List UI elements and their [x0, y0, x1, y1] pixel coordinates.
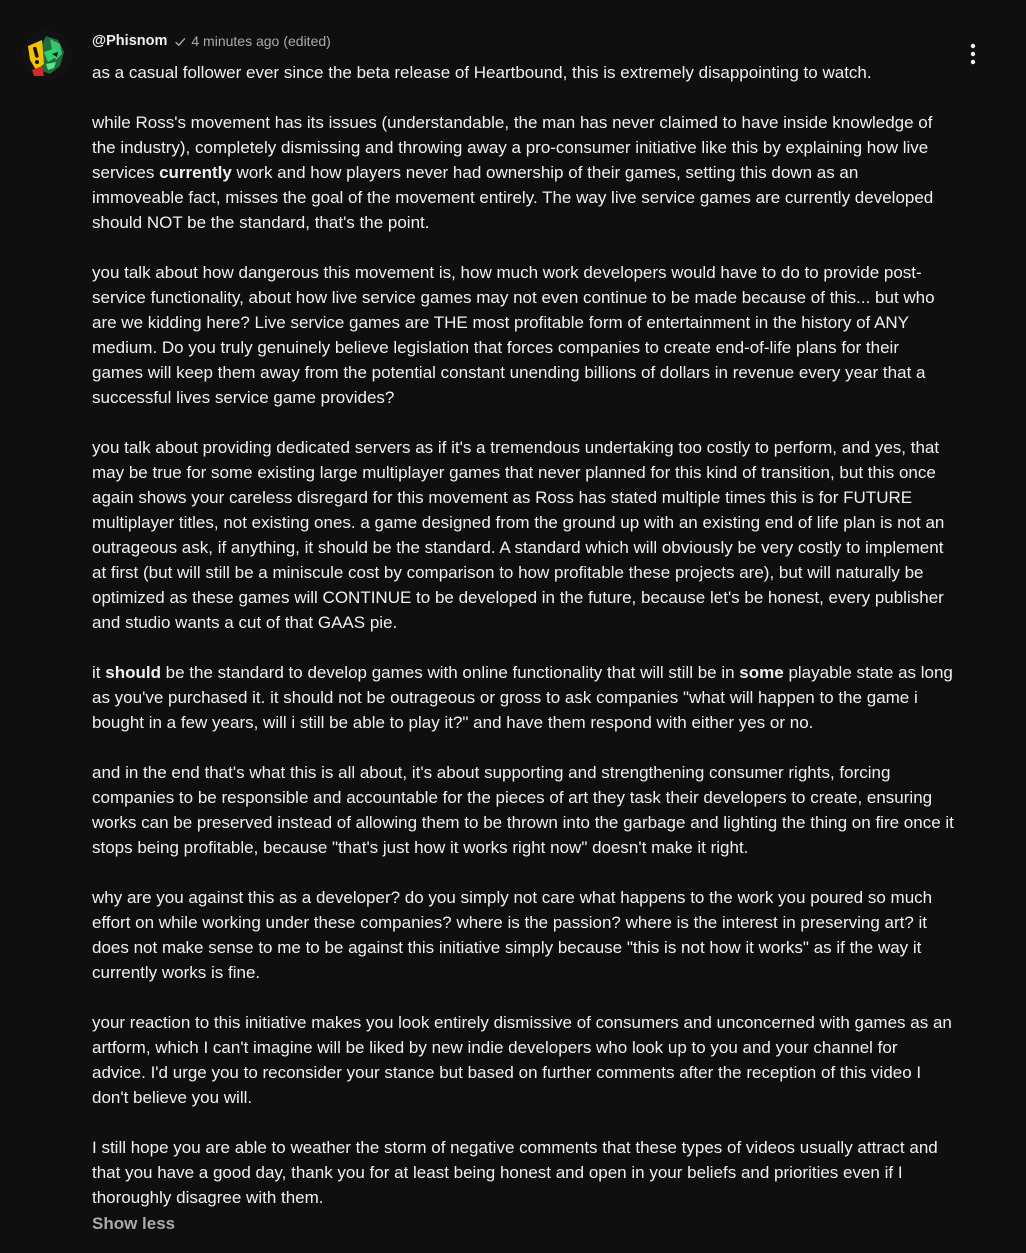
comment-text-run: while Ross's movement has its issues (understandable, the man has never claimed to have inside knowledge of the industry), completely dismissing and throwing away a pro-consumer initiative like this by explaining how live services — [92, 113, 933, 182]
comment-body — [92, 60, 954, 1210]
comment-text-run: it — [92, 663, 106, 682]
comment-paragraph — [92, 435, 954, 635]
avatar[interactable] — [22, 30, 72, 80]
comment-paragraph — [92, 1135, 954, 1210]
comment-text-run: why are you against this as a developer? do you simply not care what happens to the work you poured so much effort on while working under these companies? where is the passion? where is the interest in preserving art? it does not make sense to me to be against this initiative simply because "this is not how it works" as if the way it currently works is fine. — [92, 888, 933, 982]
comment-bold-run: some — [739, 663, 784, 682]
comment-text-run: work and how players never had ownership of their games, setting this down as an immoveable fact, misses the goal of the movement entirely. The way live service games are currently developed should NOT be the standard, that's the point. — [92, 163, 934, 232]
comment-header — [92, 31, 331, 51]
comment-paragraph — [92, 60, 954, 85]
comment-paragraph — [92, 660, 954, 735]
comment-text-run: your reaction to this initiative makes you look entirely dismissive of consumers and unconcerned with games as an artform, which I can't imagine will be liked by new indie developers who look up to you and your channel for advice. I'd urge you to reconsider your stance but based on further comments after the reception of this video I don't believe you will. — [92, 1013, 952, 1107]
comment-paragraph — [92, 885, 954, 985]
show-less-button[interactable]: Show less — [92, 1214, 176, 1233]
avatar-image — [22, 30, 72, 80]
checkmark-icon — [174, 35, 186, 47]
comment-paragraph — [92, 110, 954, 235]
comment-paragraph — [92, 1010, 954, 1110]
edited-label: (edited) — [283, 33, 331, 49]
comment-text-run: you talk about providing dedicated servers as if it's a tremendous undertaking too costly to perform, and yes, that may be true for some existing large multiplayer games that never planned for this kind of transition, but this once again shows your careless disregard for this movement as Ross has stated multiple times this is for FUTURE multiplayer titles, not existing ones. a game designed from the ground up with an existing end of life plan is not an outrageous ask, if anything, it should be the standard. A standard which will obviously be very costly to implement at first (but will still be a miniscule cost by comparison to how profitable these projects are), but will naturally be optimized as these games will CONTINUE to be developed in the future, because let's be honest, every publisher and studio wants a cut of that GAAS pie. — [92, 438, 945, 632]
comment-text-run: and in the end that's what this is all about, it's about supporting and strengthening consumer rights, forcing companies to be responsible and accountable for the pieces of art they task their developers to create, ensuring works can be preserved instead of allowing them to be thrown into the garbage and lighting the thing on fire once it stops being profitable, because "that's just how it works right now" doesn't make it right. — [92, 763, 954, 857]
comment-text-run: you talk about how dangerous this movement is, how much work developers would have to do to provide post-service functionality, about how live service games may not even continue to be made because of this... but who are we kidding here? Live service games are THE most profitable form of entertainment in the history of ANY medium. Do you truly genuinely believe legislation that forces companies to create end-of-life plans for their games will keep them away from the potential constant unending billions of dollars in revenue every year that a successful lives service game provides? — [92, 263, 935, 407]
author-name[interactable]: @Phisnom — [92, 33, 168, 49]
comment-text-run: playable state as long as you've purchased it. it should not be outrageous or gross to ask companies "what will happen to the game i bought in a few years, will i still be able to play it?" and have them respond with either yes or no. — [92, 663, 953, 732]
comment-timestamp[interactable]: 4 minutes ago — [191, 33, 280, 49]
more-vert-icon — [970, 43, 976, 65]
comment-text-run: be the standard to develop games with online functionality that will still be in — [160, 663, 740, 682]
comment-bold-run: currently — [159, 163, 232, 182]
comment-text-run: I still hope you are able to weather the storm of negative comments that these types of videos usually attract and that you have a good day, thank you for at least being honest and open in your beliefs and priorities even if I thoroughly disagree with them. — [92, 1138, 938, 1207]
comment-paragraph — [92, 260, 954, 410]
comment-bold-run: should — [105, 663, 161, 682]
more-actions-button[interactable] — [956, 37, 990, 71]
comment-text-run: as a casual follower ever since the beta release of Heartbound, this is extremely disappointing to watch. — [92, 63, 872, 82]
comment-paragraph — [92, 760, 954, 860]
